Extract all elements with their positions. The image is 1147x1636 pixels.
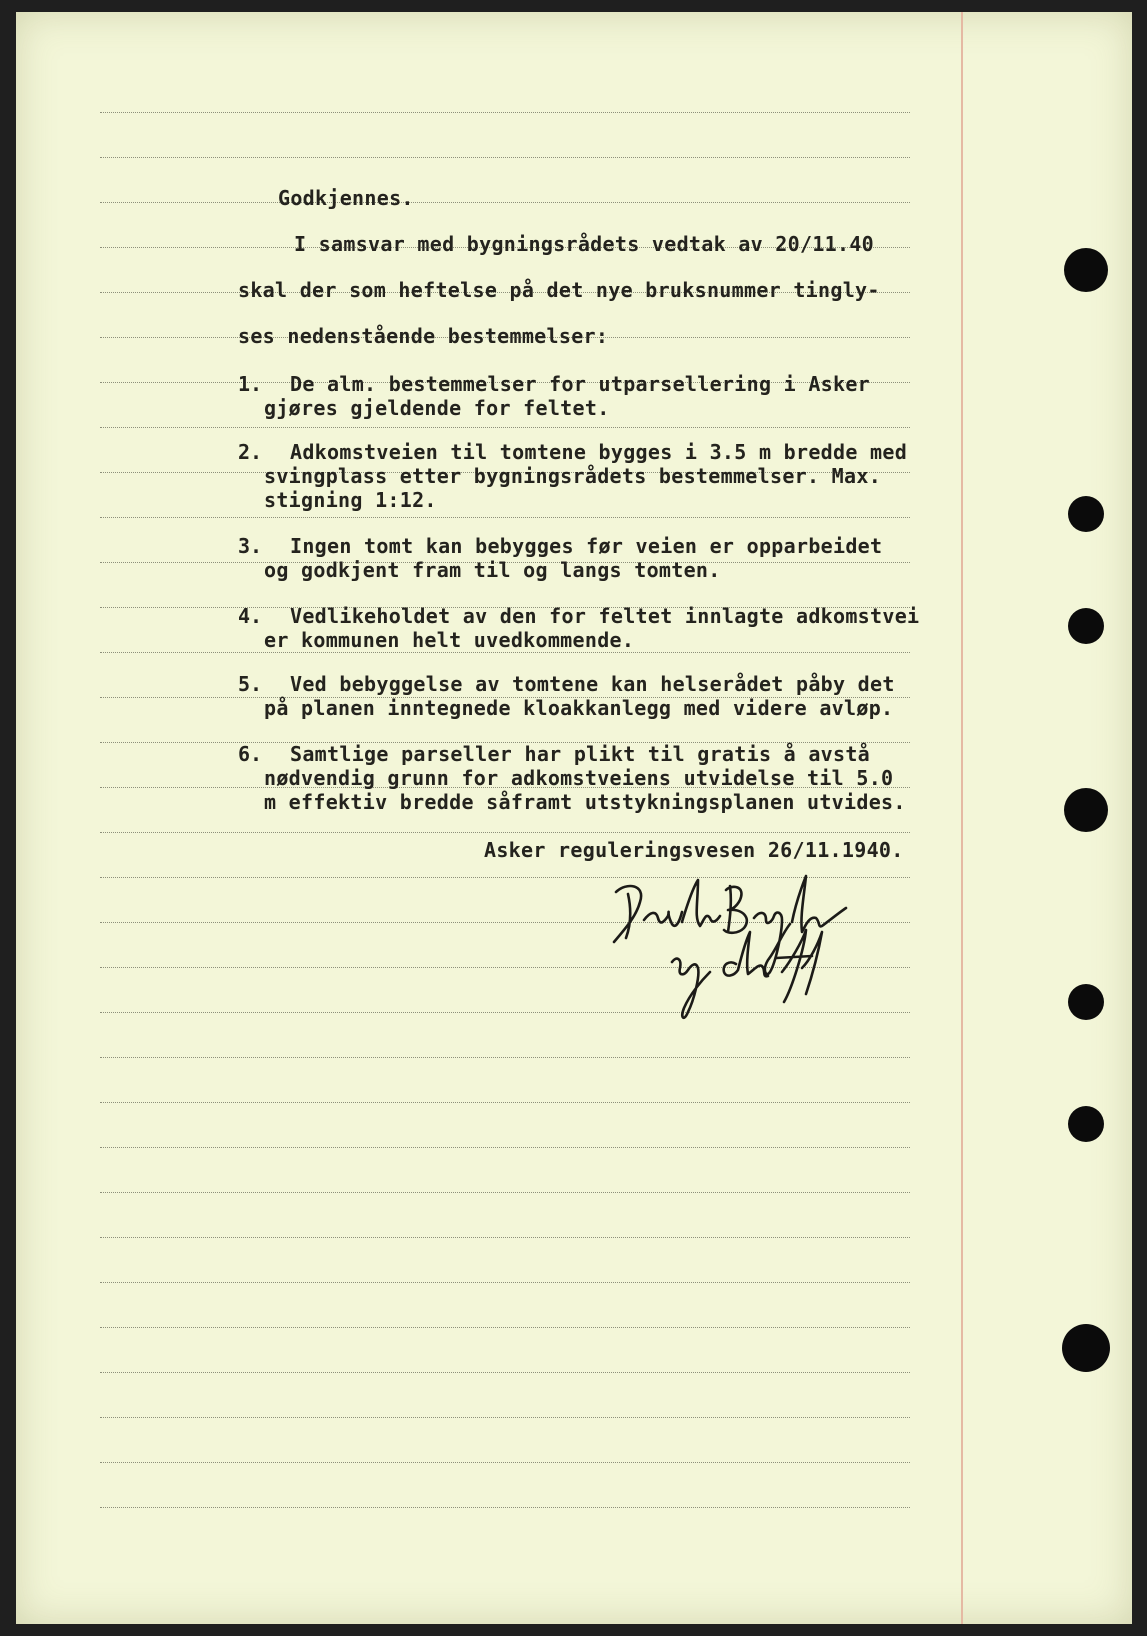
ruled-line xyxy=(100,1417,910,1418)
item-line: Samtlige parseller har plikt til gratis å avstå xyxy=(290,742,871,766)
ruled-line xyxy=(100,1102,910,1103)
item-line: gjøres gjeldende for feltet. xyxy=(264,396,610,420)
red-margin-line xyxy=(961,12,963,1624)
ruled-line xyxy=(100,157,910,158)
binder-hole xyxy=(1064,248,1108,292)
item-line: Adkomstveien til tomtene bygges i 3.5 m bredde med xyxy=(290,440,908,464)
item-line: stigning 1:12. xyxy=(264,488,437,512)
ruled-line xyxy=(100,112,910,113)
binder-hole xyxy=(1068,496,1104,532)
item-line: Ved bebyggelse av tomtene kan helserådet påby det xyxy=(290,672,895,696)
ruled-line xyxy=(100,1327,910,1328)
intro-line: ses nedenstående bestemmelser: xyxy=(238,324,609,348)
ruled-line xyxy=(100,1237,910,1238)
document-heading: Godkjennes. xyxy=(278,186,414,210)
item-line: og godkjent fram til og langs tomten. xyxy=(264,558,721,582)
item-number: 6. xyxy=(238,742,263,766)
binder-hole xyxy=(1062,1324,1110,1372)
ruled-line xyxy=(100,652,910,653)
item-line: Vedlikeholdet av den for feltet innlagte adkomstvei xyxy=(290,604,920,628)
item-line: De alm. bestemmelser for utparsellering i Asker xyxy=(290,372,871,396)
ruled-line xyxy=(100,1282,910,1283)
item-number: 4. xyxy=(238,604,263,628)
ruled-line xyxy=(100,1507,910,1508)
ruled-line xyxy=(100,1057,910,1058)
ruled-line xyxy=(100,1192,910,1193)
ruled-line xyxy=(100,427,910,428)
intro-line: skal der som heftelse på det nye bruksnummer tingly- xyxy=(238,278,880,302)
binder-hole xyxy=(1068,984,1104,1020)
ledger-page xyxy=(16,12,1132,1624)
item-number: 2. xyxy=(238,440,263,464)
binder-hole xyxy=(1068,1106,1104,1142)
item-number: 1. xyxy=(238,372,263,396)
item-line: nødvendig grunn for adkomstveiens utvidelse til 5.0 xyxy=(264,766,894,790)
item-number: 5. xyxy=(238,672,263,696)
ruled-line xyxy=(100,1147,910,1148)
ruled-line xyxy=(100,517,910,518)
intro-line: I samsvar med bygningsrådets vedtak av 20/11.40 xyxy=(294,232,875,256)
ruled-line xyxy=(100,1462,910,1463)
item-line: er kommunen helt uvedkommende. xyxy=(264,628,635,652)
ruled-line xyxy=(100,1372,910,1373)
ruled-line xyxy=(100,832,910,833)
ruled-line xyxy=(100,202,910,203)
binder-hole xyxy=(1064,788,1108,832)
item-line: Ingen tomt kan bebygges før veien er opparbeidet xyxy=(290,534,883,558)
item-line: svingplass etter bygningsrådets bestemmelser. Max. xyxy=(264,464,882,488)
closing-line: Asker reguleringsvesen 26/11.1940. xyxy=(484,838,904,862)
handwritten-signature xyxy=(606,872,916,1032)
item-number: 3. xyxy=(238,534,263,558)
item-line: m effektiv bredde såframt utstykningsplanen utvides. xyxy=(264,790,906,814)
binder-hole xyxy=(1068,608,1104,644)
item-line: på planen inntegnede kloakkanlegg med videre avløp. xyxy=(264,696,894,720)
